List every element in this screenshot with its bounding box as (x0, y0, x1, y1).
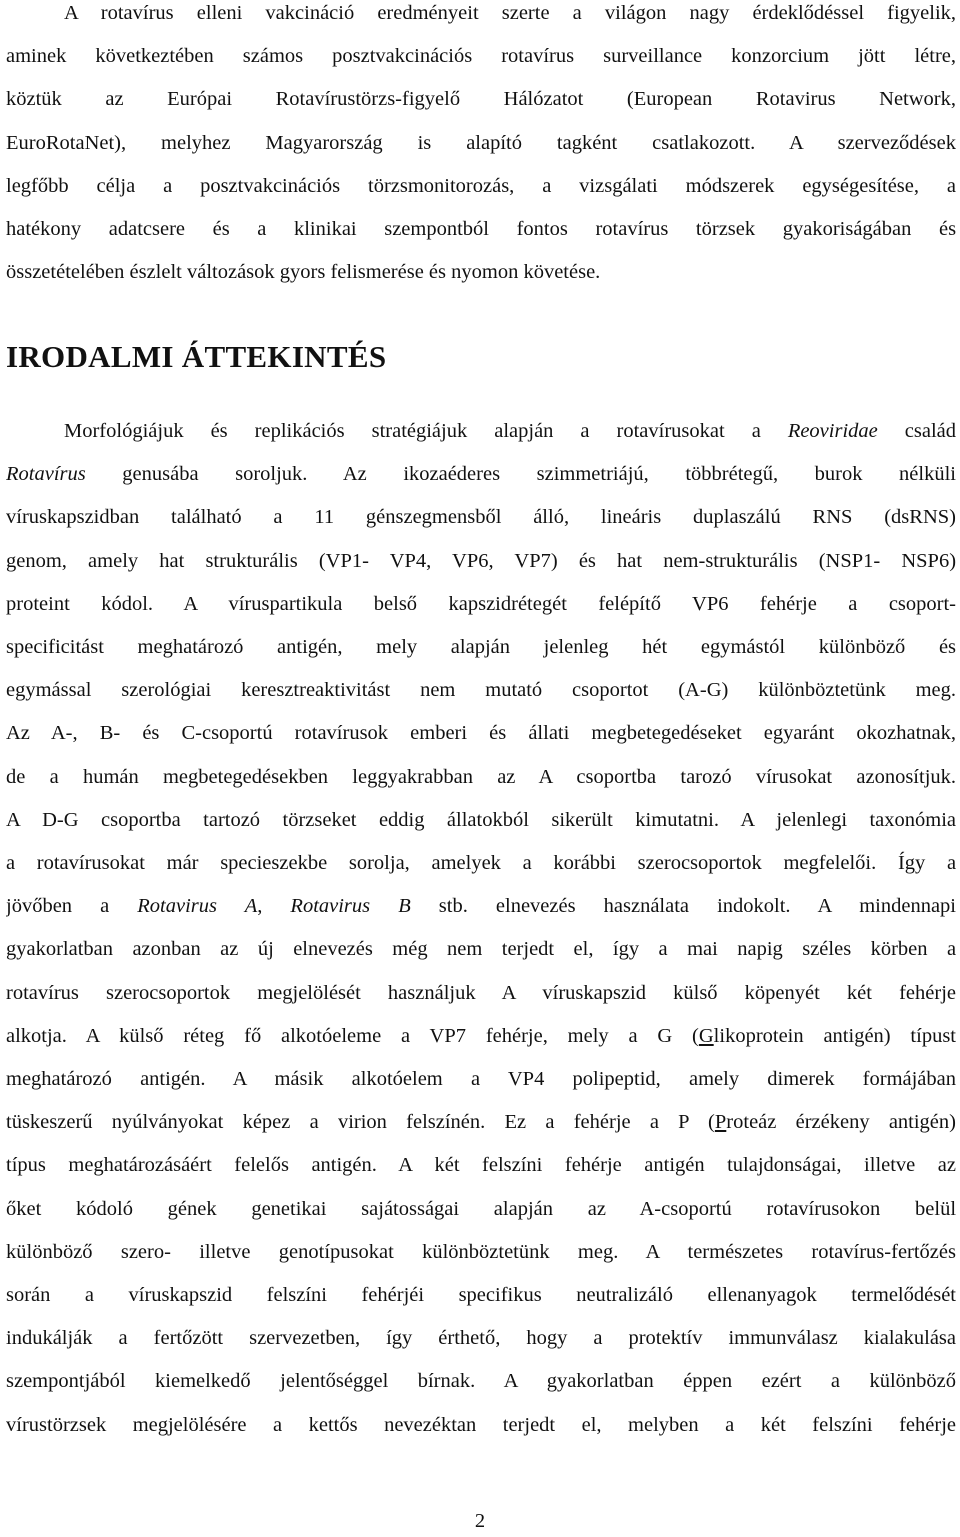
text-line: összetételében észlelt változások gyors felismerése és nyomon követése. (6, 261, 601, 284)
text-run: roteáz érzékeny antigén) (726, 1111, 956, 1134)
literature-review-paragraph (6, 410, 956, 1447)
text-run: stb. elnevezés használata indokolt. A mindennapi (410, 895, 956, 918)
text-line: a rotavírusokat már specieszekbe sorolja, amelyek a korábbi szerocsoportok megfelelői. Így a (6, 852, 956, 875)
text-line: legfőbb célja a posztvakcinációs törzsmonitorozás, a vizsgálati módszerek egységesítése, a (6, 174, 956, 197)
section-heading: IRODALMI ÁTTEKINTÉS (6, 339, 387, 374)
text-line: vírustörzsek megjelölésére a kettős nevezéktan terjedt el, melyben a két felszíni fehérje (6, 1413, 956, 1436)
taxon-name: Rotavírus (6, 463, 86, 486)
taxon-name: Rotavirus A (137, 895, 258, 918)
text-line: genom, amely hat strukturális (VP1- VP4, VP6, VP7) és hat nem-strukturális (NSP1- NSP6) (6, 549, 956, 572)
text-line: indukálják a fertőzött szervezetben, így érthető, hogy a protektív immunválasz kialakulása (6, 1327, 956, 1350)
text-line: EuroRotaNet), melyhez Magyarország is alapító tagként csatlakozott. A szerveződések (6, 131, 956, 154)
text-line (6, 885, 956, 928)
text-line: proteint kódol. A víruspartikula belső kapszidrétegét felépítő VP6 fehérje a csoport- (6, 592, 956, 615)
text-run: likoprotein antigén) típust (713, 1024, 956, 1047)
text-run: jövőben a (6, 895, 138, 918)
text-line: egymással szerológiai keresztreaktivitást nem mutató csoportot (A-G) különböztetünk meg. (6, 679, 956, 702)
text-line: őket kódoló gének genetikai sajátosságai alapján az A-csoportú rotavírusokon belül (6, 1197, 956, 1220)
text-run: , (257, 895, 291, 918)
text-line: különböző szero- illetve genotípusokat különböztetünk meg. A természetes rotavírus-fertőzés (6, 1240, 956, 1263)
intro-paragraph (6, 0, 956, 294)
underlined-letter: G (698, 1024, 714, 1047)
text-line: víruskapszidban található a 11 génszegmensből álló, lineáris duplaszálú RNS (dsRNS) (6, 506, 956, 529)
text-line: aminek következtében számos posztvakcinációs rotavírus surveillance konzorcium jött létre, (6, 45, 956, 68)
text-line: típus meghatározásáért felelős antigén. A két felszíni fehérje antigén tulajdonságai, illetve az (6, 1154, 956, 1177)
text-line: A rotavírus elleni vakcináció eredményeit szerte a világon nagy érdeklődéssel figyelik, (64, 2, 956, 24)
text-line: Az A-, B- és C-csoportú rotavírusok emberi és állati megbetegedéseket egyaránt okozhatnak, (6, 722, 956, 745)
text-run: tüskeszerű nyúlványokat képez a virion felszínén. Ez a fehérje a P ( (6, 1111, 715, 1134)
text-line (6, 410, 956, 453)
text-line: specificitást meghatározó antigén, mely alapján jelenleg hét egymástól különböző és (6, 636, 956, 659)
text-line (6, 1101, 956, 1144)
text-line: szempontjából kiemelkedő jelentőséggel bírnak. A gyakorlatban éppen ezért a különböző (6, 1370, 956, 1393)
text-line: A D-G csoportba tartozó törzseket eddig állatokból sikerült kimutatni. A jelenlegi taxonómia (6, 808, 956, 831)
text-line: rotavírus szerocsoportok megjelölését használjuk A víruskapszid külső köpenyét két fehérje (6, 981, 956, 1004)
text-run: Morfológiájuk és replikációs stratégiájuk alapján a rotavírusokat a (64, 420, 788, 442)
text-run: család (877, 420, 956, 442)
underlined-letter: P (714, 1111, 727, 1134)
text-line: gyakorlatban azonban az új elnevezés még nem terjedt el, így a mai napig széles körben a (6, 938, 956, 961)
text-line (6, 1015, 956, 1058)
text-line: köztük az Európai Rotavírustörzs-figyelő Hálózatot (European Rotavirus Network, (6, 88, 956, 111)
taxon-name: Rotavirus B (290, 895, 411, 918)
text-line: meghatározó antigén. A másik alkotóelem a VP4 polipeptid, amely dimerek formájában (6, 1068, 956, 1091)
text-run: genusába soroljuk. Az ikozaéderes szimmetriájú, többrétegű, burok nélküli (85, 463, 956, 486)
text-run: alkotja. A külső réteg fő alkotóeleme a VP7 fehérje, mely a G ( (6, 1024, 699, 1047)
text-line: során a víruskapszid felszíni fehérjéi specifikus neutralizáló ellenanyagok termelődését (6, 1284, 956, 1307)
document-page (6, 0, 956, 1537)
taxon-name: Reoviridae (787, 420, 878, 442)
page-number: 2 (474, 1510, 486, 1532)
text-line (6, 453, 956, 496)
text-line: hatékony adatcsere és a klinikai szempontból fontos rotavírus törzsek gyakoriságában és (6, 218, 956, 241)
text-line: de a humán megbetegedésekben leggyakrabban az A csoportba tarozó vírusokat azonosítjuk. (6, 765, 956, 788)
